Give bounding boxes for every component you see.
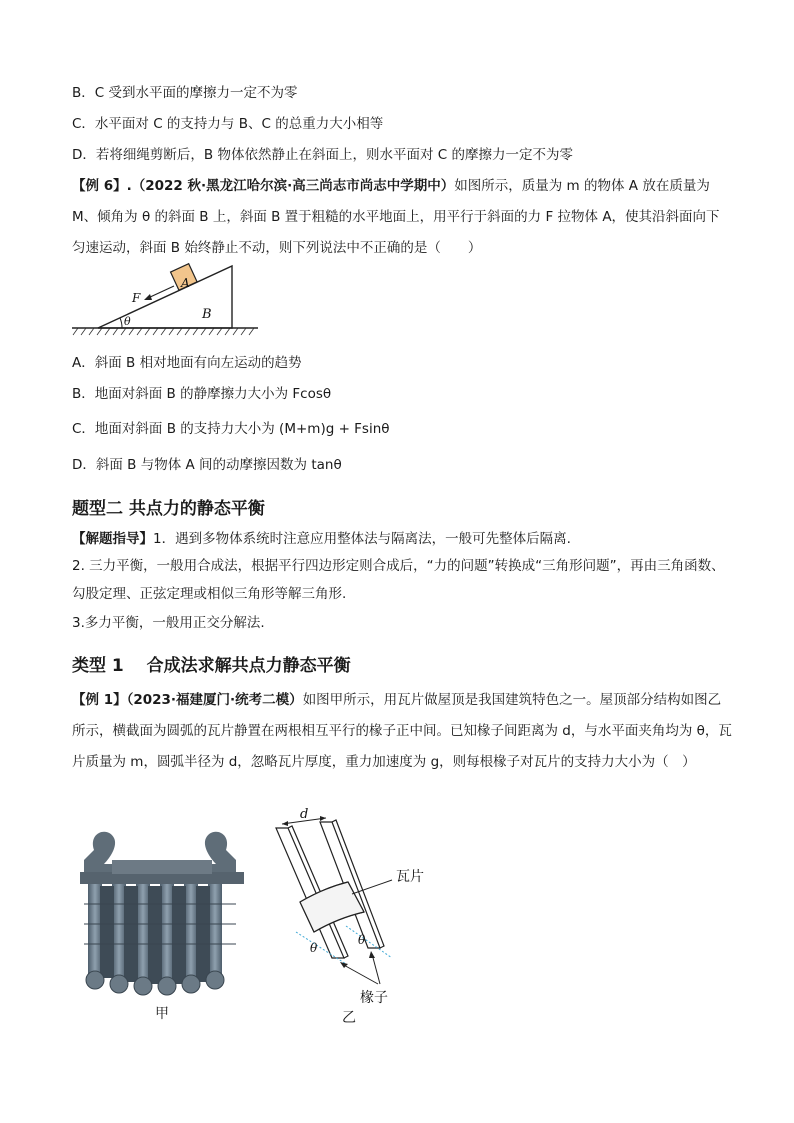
- example1-question: [72, 685, 732, 778]
- block-a-label: A: [181, 276, 190, 290]
- guide-line-1: [72, 529, 571, 549]
- theta-left-label: θ: [310, 941, 318, 955]
- guide-line-2: 2. 三力平衡，一般用合成法，根据平行四边形定则合成后，“力的问题”转换成“三角形问题”，再由三角函数、勾股定理、正弦定理或相似三角形等解三角形.: [72, 558, 725, 602]
- example6-tag: 【例 6】.（2022 秋·黑龙江哈尔滨·高三尚志市尚志中学期中）: [72, 178, 455, 194]
- rafter-d-label: d: [300, 808, 309, 822]
- guide-tag: 【解题指导】: [72, 531, 153, 547]
- tile-label: 瓦片: [396, 869, 424, 885]
- section2-heading: 题型二 共点力的静态平衡: [72, 499, 265, 519]
- ex6-option-b: B．地面对斜面 B 的静摩擦力大小为 Fcosθ: [72, 386, 332, 402]
- ex6-option-d: D．斜面 B 与物体 A 间的动摩擦因数为 tanθ: [72, 457, 342, 473]
- example1-tag: 【例 1】（2023·福建厦门·统考二模）: [72, 692, 303, 708]
- ex6-option-c: C．地面对斜面 B 的支持力大小为 (M+m)g + Fsinθ: [72, 421, 390, 437]
- theta-right-label: θ: [358, 933, 366, 947]
- example1-text: 如图甲所示，用瓦片做屋顶是我国建筑特色之一。屋顶部分结构如图乙所示，横截面为圆弧的瓦片静置在两根相互平行的椽子正中间。已知椽子间距离为 d，与水平面夹角均为 θ，瓦片质量为 m，圆弧半径为 d，忽略瓦片厚度，重力加速度为 g，则每根椽子对瓦片的支持力大小为（ ）: [72, 692, 732, 770]
- incline-b-label: B: [202, 307, 212, 322]
- incline-figure: [70, 262, 260, 342]
- force-f-label: F: [132, 291, 141, 305]
- rafter-label: 椽子: [360, 990, 388, 1006]
- type1-heading: 类型 1 合成法求解共点力静态平衡: [72, 656, 351, 676]
- option-d-prev: D．若将细绳剪断后，B 物体依然静止在斜面上，则水平面对 C 的摩擦力一定不为零: [72, 147, 573, 163]
- example6-text: 如图所示，质量为 m 的物体 A 放在质量为 M、倾角为 θ 的斜面 B 上，斜面 B 置于粗糙的水平地面上，用平行于斜面的力 F 拉物体 A，使其沿斜面向下匀速运动，斜面 B 始终静止不动，则下列说法中不正确的是（ ）: [72, 178, 720, 256]
- caption-jia: 甲: [155, 1006, 169, 1022]
- roof-photo: [76, 820, 250, 1002]
- angle-theta-label: θ: [124, 315, 131, 328]
- example6-question: [72, 171, 732, 264]
- caption-yi: 乙: [342, 1010, 356, 1026]
- rafter-diagram: [268, 808, 448, 1013]
- ex6-option-a: A．斜面 B 相对地面有向左运动的趋势: [72, 355, 302, 371]
- option-c-prev: C．水平面对 C 的支持力与 B、C 的总重力大小相等: [72, 116, 384, 132]
- option-b-prev: B．C 受到水平面的摩擦力一定不为零: [72, 85, 298, 101]
- guide-line-3: 3.多力平衡，一般用正交分解法.: [72, 615, 265, 631]
- guide-text-1: 1．遇到多物体系统时注意应用整体法与隔离法，一般可先整体后隔离.: [153, 531, 571, 547]
